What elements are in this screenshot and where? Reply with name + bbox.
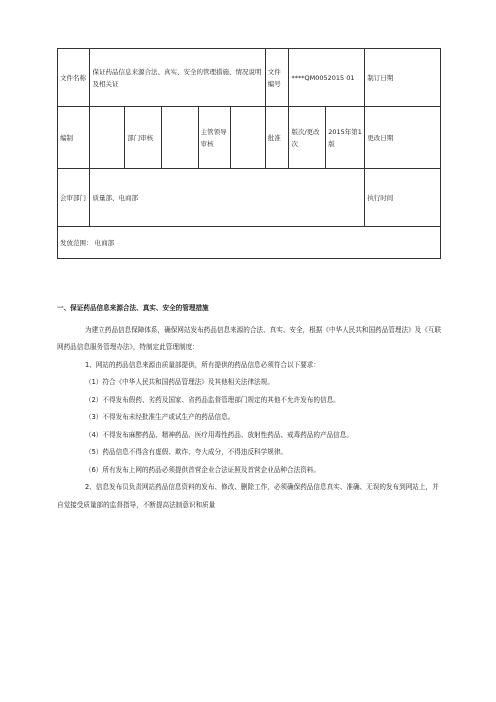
version-value: 2015年第1版 xyxy=(326,107,365,169)
exec-date-label: 执行时间 xyxy=(365,169,441,227)
document-header-table xyxy=(57,48,441,259)
scope-label: 发放范围： xyxy=(60,238,93,247)
compile-value xyxy=(90,107,125,169)
doc-name-label: 文件名称 xyxy=(58,49,90,107)
meeting-label: 会审部门 xyxy=(58,169,90,227)
meeting-value: 质量部、电商部 xyxy=(90,169,365,227)
section-title: 一、保证药品信息来源合法、真实、安全的管理措施 xyxy=(57,304,209,312)
change-date-label: 更改日期 xyxy=(365,107,441,169)
version-label: 版次/更改次 xyxy=(289,107,326,169)
sub-item-6: （6）所有发布上网的药品必须提供首营企业合法证照及首营企业品种合法资料。 xyxy=(85,465,320,474)
sub-item-4: （4）不得发布麻醉药品、精神药品、医疗用毒性药品、放射性药品、戒毒药品的产品信息。 xyxy=(85,430,353,439)
dept-review-label: 部门审核 xyxy=(125,107,162,169)
draft-date-label: 制订日期 xyxy=(365,49,441,107)
sub-item-2: （2）不得发布假药、劣药及国家、省药品监督管理部门规定的其他不允许发布的信息。 xyxy=(85,395,340,404)
intro-paragraph: 为建立药品信息保障体系，确保网站发布药品信息来源的合法、真实、安全，根据《中华人民共和国药品管理法》及《互联网药品信息服务管理办法》，特制定此管理制度： xyxy=(57,325,442,351)
leader-review-label: 主管领导审核 xyxy=(198,107,230,169)
sub-item-1: （1）符合《中华人民共和国药品管理法》及其他相关法律法规。 xyxy=(85,378,274,386)
scope-value: 电商部 xyxy=(94,238,115,247)
approve-label: 批准 xyxy=(265,107,289,169)
item-2: 2、信息发布员负责网站药品信息资料的发布、修改、删除工作，必须确保药品信息真实、准确、无误的发布到网站上，并自觉接受质量部的监督指导，不断提高法制意识和质量 xyxy=(57,483,439,509)
doc-no-label: 文件编号 xyxy=(265,49,289,107)
doc-name-value: 保证药品信息来源合法、真实、安全的管理措施、情况说明及相关证 xyxy=(90,49,265,107)
sub-item-3: （3）不得发布未经批准生产或试生产的药品信息。 xyxy=(85,413,235,421)
leader-review-value xyxy=(231,107,266,169)
sub-item-5: （5）药品信息不得含有虚假、欺诈、夸大成分，不得违反科学规律。 xyxy=(85,448,288,456)
doc-no-value: ****QM0052015 01 xyxy=(289,49,365,107)
scope-cell xyxy=(58,227,441,259)
compile-label: 编制 xyxy=(58,107,90,169)
document-body xyxy=(57,300,443,514)
dept-review-value xyxy=(161,107,198,169)
item-1: 1、网站的药品信息来源由质量部提供，所有提供的药品信息必须符合以下要求： xyxy=(85,360,320,369)
